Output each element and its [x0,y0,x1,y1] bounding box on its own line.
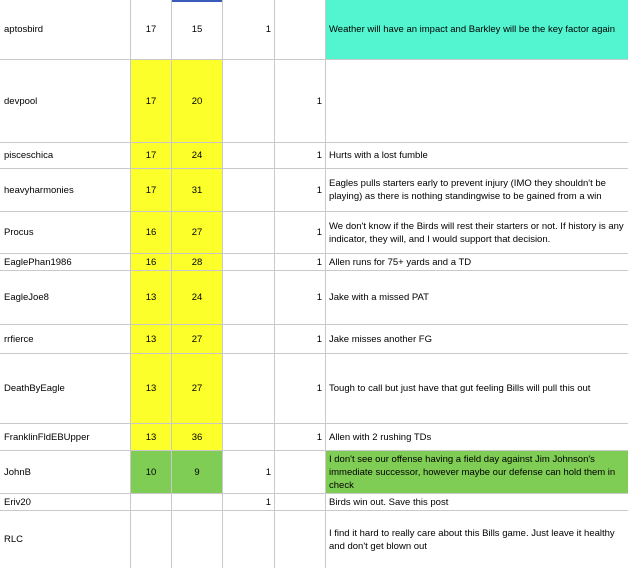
name-cell[interactable] [0,60,131,142]
table-row [0,451,628,494]
score-a-cell[interactable] [131,143,172,168]
score-b-cell[interactable] [172,212,223,253]
score-a-cell[interactable] [131,494,172,510]
comment-cell[interactable] [326,0,628,59]
table-row [0,0,628,60]
comment-text: Hurts with a lost fumble [329,150,428,161]
pick-d-cell[interactable] [275,325,326,353]
pick-d-cell[interactable] [275,271,326,324]
pick-d-text: 1 [316,256,322,268]
pick-d-cell[interactable] [275,451,326,493]
table-row [0,212,628,254]
comment-cell[interactable] [326,271,628,324]
score-a-cell[interactable] [131,60,172,142]
pick-d-text: 1 [316,292,322,303]
name-cell[interactable] [0,169,131,211]
score-a-cell[interactable] [131,212,172,253]
table-row [0,169,628,212]
comment-cell[interactable] [326,354,628,423]
comment-text: Allen with 2 rushing TDs [329,431,432,443]
name-cell[interactable] [0,511,131,568]
name-text: DeathByEagle [4,383,65,394]
pick-d-cell[interactable] [275,0,326,59]
score-b-text: 15 [191,24,203,35]
name-text: FranklinFldEBUpper [4,431,90,443]
score-a-text: 16 [145,256,157,268]
name-cell[interactable] [0,212,131,253]
comment-cell[interactable] [326,60,628,142]
name-text: EaglePhan1986 [4,256,72,268]
table-row [0,511,628,568]
pick-c-cell[interactable] [223,0,275,59]
pick-d-cell[interactable] [275,254,326,270]
comment-text: We don't know if the Birds will rest their starters or not. If history is any indicator, they will, and I would support that decision. [329,220,624,245]
pick-c-cell[interactable] [223,451,275,493]
score-a-text: 17 [145,95,157,107]
score-a-cell[interactable] [131,169,172,211]
score-a-text: 17 [145,184,157,196]
table-row [0,424,628,451]
score-a-text: 17 [145,24,157,35]
name-text: Eriv20 [4,496,31,508]
score-a-cell[interactable] [131,271,172,324]
score-b-cell[interactable] [172,143,223,168]
pick-d-cell[interactable] [275,494,326,510]
score-a-cell[interactable] [131,354,172,423]
comment-text: Weather will have an impact and Barkley will be the key factor again [329,24,616,35]
comment-text: Jake misses another FG [329,333,432,345]
name-cell[interactable] [0,0,131,59]
pick-c-cell[interactable] [223,254,275,270]
name-text: heavyharmonies [4,184,74,196]
pick-c-cell[interactable] [223,60,275,142]
score-b-text: 28 [191,256,203,268]
name-text: Procus [4,227,34,238]
pick-c-cell[interactable] [223,494,275,510]
score-b-text: 24 [191,150,203,161]
score-b-text: 24 [191,292,203,303]
score-a-text: 16 [145,227,157,238]
comment-cell[interactable] [326,212,628,253]
name-cell[interactable] [0,271,131,324]
pick-d-text: 1 [316,333,322,345]
score-b-cell[interactable] [172,354,223,423]
pick-d-cell[interactable] [275,60,326,142]
score-b-cell[interactable] [172,494,223,510]
score-b-cell[interactable] [172,451,223,493]
comment-text: I don't see our offense having a field day against Jim Johnson's immediate successor, however maybe our defense can hold them in check [329,453,616,491]
pick-d-cell[interactable] [275,511,326,568]
score-a-text: 13 [145,383,157,394]
name-cell[interactable] [0,451,131,493]
table-row [0,325,628,354]
score-a-cell[interactable] [131,424,172,450]
pick-d-text: 1 [316,227,322,238]
comment-cell[interactable] [326,169,628,211]
pick-d-cell[interactable] [275,212,326,253]
comment-text: Allen runs for 75+ yards and a TD [329,256,472,268]
name-cell[interactable] [0,325,131,353]
pick-c-cell[interactable] [223,271,275,324]
score-a-cell[interactable] [131,254,172,270]
name-cell[interactable] [0,254,131,270]
score-b-cell[interactable] [172,169,223,211]
table-row [0,254,628,271]
pick-d-cell[interactable] [275,354,326,423]
score-b-cell[interactable] [172,60,223,142]
score-a-cell[interactable] [131,451,172,493]
score-a-cell[interactable] [131,511,172,568]
table-row [0,60,628,143]
pick-c-text: 1 [265,24,271,35]
score-a-cell[interactable] [131,0,172,59]
pick-c-text: 1 [265,496,271,508]
comment-cell[interactable] [326,494,628,510]
score-a-text: 13 [145,292,157,303]
score-b-cell[interactable] [172,424,223,450]
comment-text: Birds win out. Save this post [329,496,449,508]
pick-c-text: 1 [265,466,271,478]
name-cell[interactable] [0,424,131,450]
name-cell[interactable] [0,354,131,423]
score-b-text: 36 [191,431,203,443]
pick-c-cell[interactable] [223,325,275,353]
pick-c-cell[interactable] [223,354,275,423]
score-b-text: 27 [191,383,203,394]
table-row [0,143,628,169]
score-a-text: 13 [145,431,157,443]
comment-cell[interactable] [326,254,628,270]
pick-d-text: 1 [316,184,322,196]
comment-cell[interactable] [326,451,628,493]
score-b-text: 20 [191,95,203,107]
table-row [0,494,628,511]
name-text: RLC [4,534,24,545]
score-b-cell[interactable] [172,511,223,568]
pick-d-text: 1 [316,383,322,394]
pick-d-text: 1 [316,431,322,443]
score-a-text: 13 [145,333,157,345]
pick-d-text: 1 [316,150,322,161]
pick-d-text: 1 [316,95,322,107]
pick-c-cell[interactable] [223,424,275,450]
name-text: devpool [4,95,38,107]
table-row [0,271,628,325]
comment-text: Eagles pulls starters early to prevent injury (IMO they shouldn't be playing) as there is nothing standingwise to be gained from a win [329,178,606,202]
name-text: aptosbird [4,24,44,35]
table-row [0,354,628,424]
name-text: rrfierce [4,333,34,345]
score-b-text: 27 [191,333,203,345]
score-b-cell[interactable] [172,0,223,59]
score-b-text: 31 [191,184,203,196]
pick-c-cell[interactable] [223,169,275,211]
score-b-cell[interactable] [172,325,223,353]
name-text: JohnB [4,466,31,478]
pick-d-cell[interactable] [275,143,326,168]
comment-cell[interactable] [326,325,628,353]
name-text: pisceschica [4,150,54,161]
comment-cell[interactable] [326,143,628,168]
pick-c-cell[interactable] [223,511,275,568]
score-a-text: 10 [145,466,157,478]
name-text: EagleJoe8 [4,292,49,303]
comment-cell[interactable] [326,424,628,450]
score-a-text: 17 [145,150,157,161]
comment-text: I find it hard to really care about this Bills game. Just leave it healthy and don't get blown out [329,527,615,552]
score-a-cell[interactable] [131,325,172,353]
pick-d-cell[interactable] [275,424,326,450]
score-b-text: 9 [194,466,200,478]
score-b-cell[interactable] [172,254,223,270]
comment-text: Jake with a missed PAT [329,292,429,303]
pick-c-cell[interactable] [223,212,275,253]
name-cell[interactable] [0,143,131,168]
comment-text: Tough to call but just have that gut feeling Bills will pull this out [329,383,591,394]
score-b-cell[interactable] [172,271,223,324]
name-cell[interactable] [0,494,131,510]
pick-d-cell[interactable] [275,169,326,211]
score-b-text: 27 [191,227,203,238]
pick-c-cell[interactable] [223,143,275,168]
comment-cell[interactable] [326,511,628,568]
